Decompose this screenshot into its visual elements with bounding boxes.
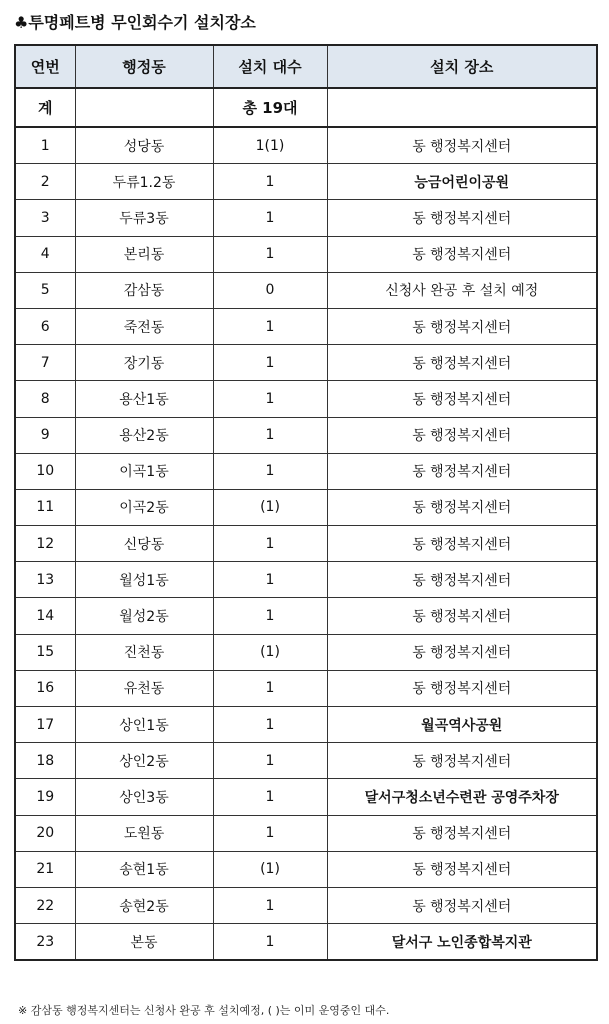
cell-location: 동 행정복지센터 <box>327 634 597 670</box>
cell-dong: 상인2동 <box>75 743 213 779</box>
cell-quantity: 1 <box>213 345 327 381</box>
cell-dong: 도원동 <box>75 815 213 851</box>
cell-number: 16 <box>15 670 75 706</box>
cell-number: 8 <box>15 381 75 417</box>
cell-location: 동 행정복지센터 <box>327 562 597 598</box>
installation-table-container <box>14 44 596 961</box>
cell-location: 동 행정복지센터 <box>327 815 597 851</box>
cell-location: 동 행정복지센터 <box>327 851 597 887</box>
cell-number: 13 <box>15 562 75 598</box>
cell-location: 동 행정복지센터 <box>327 453 597 489</box>
cell-dong: 장기동 <box>75 345 213 381</box>
table-row <box>15 308 597 344</box>
cell-quantity: 1 <box>213 308 327 344</box>
table-row <box>15 924 597 961</box>
header-location: 설치 장소 <box>327 45 597 88</box>
cell-dong: 송현2동 <box>75 887 213 923</box>
cell-dong: 본동 <box>75 924 213 961</box>
table-row <box>15 127 597 164</box>
cell-number: 12 <box>15 526 75 562</box>
cell-quantity: (1) <box>213 634 327 670</box>
table-row <box>15 200 597 236</box>
table-row <box>15 453 597 489</box>
cell-dong: 두류1.2동 <box>75 164 213 200</box>
cell-quantity: 1 <box>213 598 327 634</box>
cell-dong: 두류3동 <box>75 200 213 236</box>
cell-location: 동 행정복지센터 <box>327 887 597 923</box>
cell-number: 5 <box>15 272 75 308</box>
cell-number: 18 <box>15 743 75 779</box>
cell-quantity: 1 <box>213 743 327 779</box>
cell-number: 9 <box>15 417 75 453</box>
installation-table <box>14 44 598 961</box>
table-row <box>15 707 597 743</box>
cell-location: 동 행정복지센터 <box>327 308 597 344</box>
cell-dong: 용산1동 <box>75 381 213 417</box>
cell-number: 23 <box>15 924 75 961</box>
table-row <box>15 779 597 815</box>
cell-dong: 신당동 <box>75 526 213 562</box>
cell-dong: 상인3동 <box>75 779 213 815</box>
cell-dong: 이곡2동 <box>75 489 213 525</box>
cell-number: 14 <box>15 598 75 634</box>
cell-quantity: 1 <box>213 924 327 961</box>
cell-quantity: 1 <box>213 562 327 598</box>
cell-dong: 월성2동 <box>75 598 213 634</box>
cell-number: 10 <box>15 453 75 489</box>
cell-number: 3 <box>15 200 75 236</box>
cell-dong: 이곡1동 <box>75 453 213 489</box>
total-label: 계 <box>15 88 75 127</box>
cell-number: 11 <box>15 489 75 525</box>
cell-quantity: 1 <box>213 164 327 200</box>
cell-number: 15 <box>15 634 75 670</box>
cell-location: 동 행정복지센터 <box>327 598 597 634</box>
cell-quantity: 1 <box>213 887 327 923</box>
table-row <box>15 598 597 634</box>
table-row <box>15 272 597 308</box>
total-location <box>327 88 597 127</box>
cell-number: 6 <box>15 308 75 344</box>
cell-location: 동 행정복지센터 <box>327 236 597 272</box>
header-dong: 행정동 <box>75 45 213 88</box>
total-quantity: 총 19대 <box>213 88 327 127</box>
cell-number: 20 <box>15 815 75 851</box>
table-header-row <box>15 45 597 88</box>
cell-number: 21 <box>15 851 75 887</box>
cell-dong: 용산2동 <box>75 417 213 453</box>
table-row <box>15 851 597 887</box>
cell-location: 동 행정복지센터 <box>327 381 597 417</box>
table-row <box>15 670 597 706</box>
table-row <box>15 381 597 417</box>
cell-quantity: 1 <box>213 815 327 851</box>
cell-dong: 유천동 <box>75 670 213 706</box>
cell-location: 동 행정복지센터 <box>327 200 597 236</box>
cell-dong: 진천동 <box>75 634 213 670</box>
table-row <box>15 562 597 598</box>
cell-location: 동 행정복지센터 <box>327 670 597 706</box>
cell-quantity: 0 <box>213 272 327 308</box>
cell-location: 동 행정복지센터 <box>327 489 597 525</box>
table-row <box>15 345 597 381</box>
header-number: 연번 <box>15 45 75 88</box>
cell-location: 능금어린이공원 <box>327 164 597 200</box>
cell-number: 1 <box>15 127 75 164</box>
cell-number: 17 <box>15 707 75 743</box>
cell-location: 달서구 노인종합복지관 <box>327 924 597 961</box>
table-row <box>15 417 597 453</box>
cell-location: 동 행정복지센터 <box>327 417 597 453</box>
cell-quantity: 1 <box>213 670 327 706</box>
cell-quantity: 1 <box>213 236 327 272</box>
cell-location: 동 행정복지센터 <box>327 345 597 381</box>
total-row <box>15 88 597 127</box>
cell-location: 달서구청소년수련관 공영주차장 <box>327 779 597 815</box>
cell-quantity: (1) <box>213 489 327 525</box>
page-title: ♣투명페트병 무인회수기 설치장소 <box>14 13 256 32</box>
cell-quantity: 1 <box>213 779 327 815</box>
cell-number: 22 <box>15 887 75 923</box>
table-row <box>15 887 597 923</box>
table-row <box>15 815 597 851</box>
cell-dong: 월성1동 <box>75 562 213 598</box>
cell-number: 7 <box>15 345 75 381</box>
cell-dong: 성당동 <box>75 127 213 164</box>
cell-quantity: 1 <box>213 417 327 453</box>
total-dong <box>75 88 213 127</box>
cell-number: 19 <box>15 779 75 815</box>
table-row <box>15 164 597 200</box>
cell-location: 월곡역사공원 <box>327 707 597 743</box>
table-row <box>15 634 597 670</box>
table-row <box>15 489 597 525</box>
cell-dong: 송현1동 <box>75 851 213 887</box>
cell-quantity: 1 <box>213 453 327 489</box>
cell-location: 동 행정복지센터 <box>327 743 597 779</box>
cell-location: 신청사 완공 후 설치 예정 <box>327 272 597 308</box>
cell-location: 동 행정복지센터 <box>327 526 597 562</box>
cell-dong: 상인1동 <box>75 707 213 743</box>
cell-dong: 죽전동 <box>75 308 213 344</box>
cell-quantity: (1) <box>213 851 327 887</box>
cell-quantity: 1 <box>213 707 327 743</box>
cell-location: 동 행정복지센터 <box>327 127 597 164</box>
footnote: ※ 감삼동 행정복지센터는 신청사 완공 후 설치예정, ( )는 이미 운영중인 대수. <box>18 1004 390 1017</box>
cell-dong: 감삼동 <box>75 272 213 308</box>
cell-quantity: 1 <box>213 526 327 562</box>
cell-number: 2 <box>15 164 75 200</box>
table-row <box>15 743 597 779</box>
table-row <box>15 526 597 562</box>
cell-dong: 본리동 <box>75 236 213 272</box>
cell-quantity: 1(1) <box>213 127 327 164</box>
cell-number: 4 <box>15 236 75 272</box>
header-quantity: 설치 대수 <box>213 45 327 88</box>
cell-quantity: 1 <box>213 200 327 236</box>
table-row <box>15 236 597 272</box>
cell-quantity: 1 <box>213 381 327 417</box>
